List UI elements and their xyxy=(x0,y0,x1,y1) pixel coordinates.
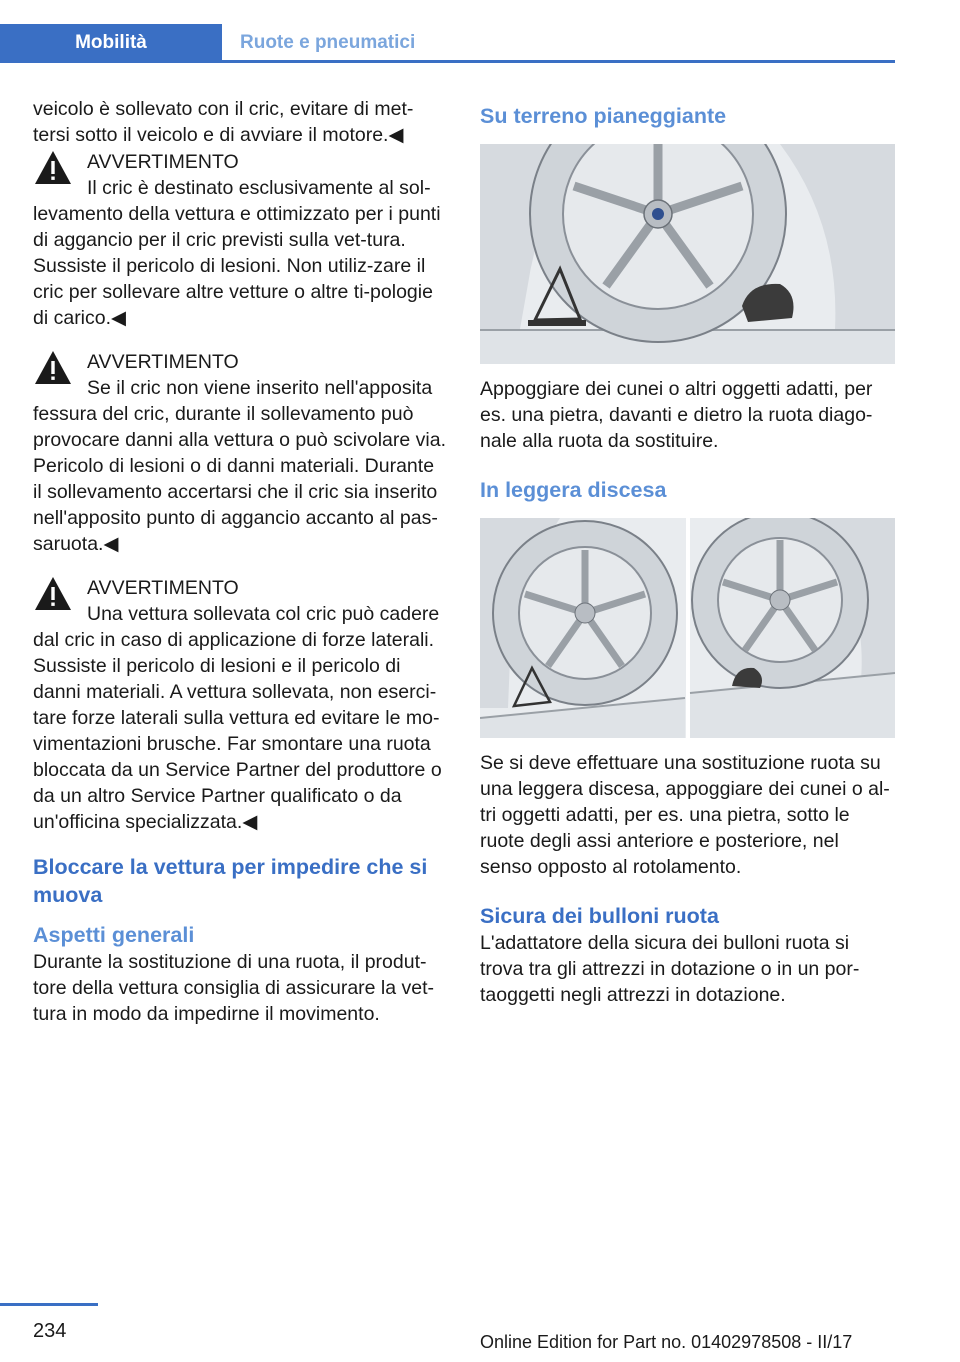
edition-note: Online Edition for Part no. 01402978508 - II/17 xyxy=(480,1332,853,1352)
warning-block-3 xyxy=(33,575,448,835)
warning-triangle-icon xyxy=(33,149,73,187)
wheel-chock-slope-illustration xyxy=(480,518,895,738)
warning-block-1 xyxy=(33,149,448,331)
wheel-lock-heading: Sicura dei bulloni ruota xyxy=(480,904,719,928)
flat-ground-heading: Su terreno pianeggiante xyxy=(480,104,727,128)
left-column xyxy=(33,96,448,1027)
warning-triangle-icon xyxy=(33,349,73,387)
slope-paragraph: Se si deve effettuare una sostituzione ruota su una leggera discesa, appoggiare dei cunei o al‐tri oggetti adatti, per es. una pietra, sotto le ruote degli assi anteriore e posteriore, nel senso opposto al rotolamento. xyxy=(480,752,890,878)
page-number: 234 xyxy=(33,1320,67,1342)
flat-ground-paragraph: Appoggiare dei cunei o altri oggetti adatti, per es. una pietra, davanti e dietro la ruota diago‐nale alla ruota da sostituire. xyxy=(480,378,873,452)
section-tab-ruote[interactable]: Ruote e pneumatici xyxy=(240,32,416,53)
header-divider xyxy=(0,60,895,63)
right-column xyxy=(480,96,895,1008)
warning-title: AVVERTIMENTO xyxy=(87,351,239,373)
warning-title: AVVERTIMENTO xyxy=(87,151,239,173)
warning-text-first-line: Una vettura sollevata col cric può cadere xyxy=(87,603,440,625)
wheel-chock-flat-illustration xyxy=(480,144,895,364)
page-header xyxy=(0,0,895,62)
intro-paragraph: veicolo è sollevato con il cric, evitare di met‐tersi sotto il veicolo e di avviare il motore.◀ xyxy=(33,98,414,146)
warning-block-2 xyxy=(33,349,448,557)
warning-triangle-icon xyxy=(33,575,73,613)
subsection-heading: Aspetti generali xyxy=(33,923,195,947)
slope-heading: In leggera discesa xyxy=(480,478,667,502)
section-heading: Bloccare la vettura per impedire che si muova xyxy=(33,855,428,907)
warning-text: dal cric in caso di applicazione di forze laterali. Sussiste il pericolo di lesioni e il pericolo di danni materiali. A vettura sollevata, non eserci‐tare forze laterali sulla vettura ed evitare le mo‐vimentazioni brusche. Far smontare una ruota bloccata da un Service Partner del produttore o da un altro Service Partner qualificato o da un'officina specializzata.◀ xyxy=(33,629,442,833)
chapter-tab-mobilita[interactable]: Mobilità xyxy=(0,24,222,62)
warning-text-first-line: Se il cric non viene inserito nell'apposita xyxy=(87,377,433,399)
footer-divider xyxy=(0,1303,98,1306)
warning-text: fessura del cric, durante il sollevamento può provocare danni alla vettura o può scivolare via. Pericolo di lesioni o di danni materiali. Durante il sollevamento accertarsi che il cric sia inserito nell'apposito punto di aggancio accanto al pas‐saruota.◀ xyxy=(33,403,446,555)
subsection-paragraph: Durante la sostituzione di una ruota, il produt‐tore della vettura consiglia di assicurare la vet‐tura in modo da impedirne il movimento. xyxy=(33,951,435,1025)
warning-text: levamento della vettura e ottimizzato per i punti di aggancio per il cric previsti sulla vet‐tura. Sussiste il pericolo di lesioni. Non utiliz‐zare il cric per sollevare altre vetture o altre ti‐pologie di carico.◀ xyxy=(33,203,441,329)
warning-text-first-line: Il cric è destinato esclusivamente al sol‐ xyxy=(87,177,431,199)
wheel-lock-paragraph: L'adattatore della sicura dei bulloni ruota si trova tra gli attrezzi in dotazione o in un por‐taoggetti negli attrezzi in dotazione. xyxy=(480,932,860,1006)
warning-title: AVVERTIMENTO xyxy=(87,577,239,599)
